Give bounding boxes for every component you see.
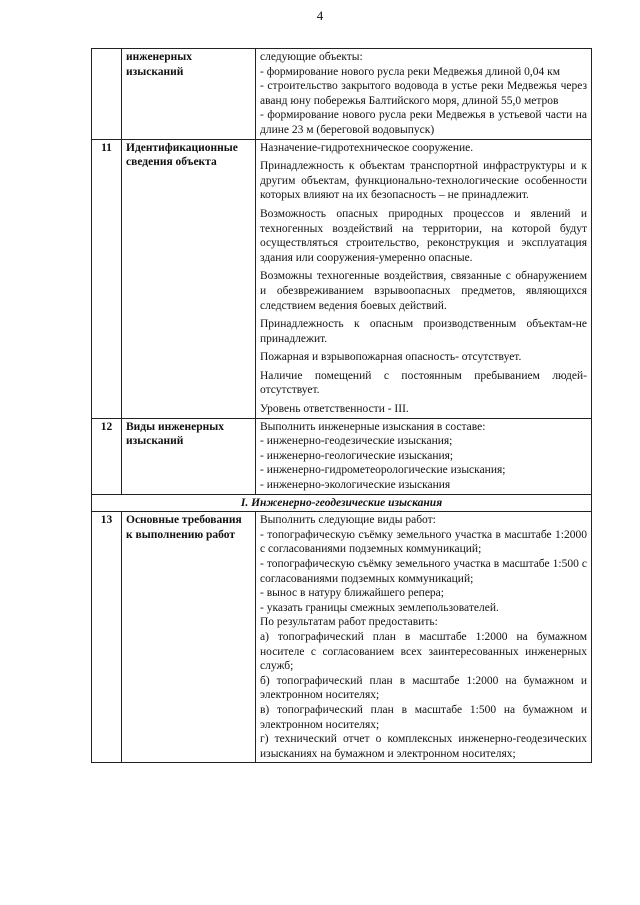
paragraph: Назначение-гидротехническое сооружение. — [260, 141, 474, 154]
paragraph: Возможны техногенные воздействия, связанные с обнаружением и обезвреживанием взрывоопасных предметов, являющихся следствием ведения боевых действий. — [260, 270, 587, 312]
section-title: I. Инженерно-геодезические изыскания — [92, 494, 592, 512]
paragraph: - формирование нового русла реки Медвежья в устьевой части на длине 23 м (береговой водовыпуск) — [260, 109, 587, 136]
paragraph: - топографическую съёмку земельного участка в масштабе 1:2000 с согласованиями подземных коммуникаций; — [260, 528, 587, 556]
paragraph: - топографическую съёмку земельного участка в масштабе 1:500 с согласованиями подземных коммуникаций; — [260, 558, 587, 585]
paragraph: - инженерно-экологические изыскания — [260, 479, 451, 492]
paragraph: - инженерно-геодезические изыскания; — [260, 435, 453, 448]
paragraph: - строительство закрытого водовода в устье реки Медвежья через аванд юну побережья Балтийского моря, длиной 55,0 метров — [260, 80, 587, 107]
paragraph: Наличие помещений с постоянным пребыванием людей-отсутствует. — [260, 369, 587, 397]
requirements-table — [91, 48, 592, 763]
paragraph: следующие объекты: — [260, 51, 363, 63]
row-name: Основные требования к выполнению работ — [122, 512, 256, 763]
paragraph: Пожарная и взрывопожарная опасность- отсутствует. — [260, 351, 522, 364]
paragraph: - указать границы смежных землепользователей. — [260, 601, 499, 614]
row-description — [256, 49, 592, 140]
paragraph: По результатам работ предоставить: — [260, 616, 438, 629]
row-description — [256, 512, 592, 763]
row-number: 11 — [92, 139, 122, 418]
paragraph: а) топографический план в масштабе 1:2000 на бумажном носителе с согласованием всех заинтересованных инженерных служб; — [260, 630, 587, 673]
paragraph: Выполнить следующие виды работ: — [260, 514, 436, 527]
paragraph: в) топографический план в масштабе 1:500 на бумажном и электронном носителях; — [260, 703, 587, 731]
row-name: Виды инженерных изысканий — [122, 418, 256, 494]
paragraph: - формирование нового русла реки Медвежья длиной 0,04 км — [260, 65, 561, 78]
paragraph: Возможность опасных природных процессов и явлений и техногенных воздействий на территории, на которой будут осуществляться строительство, реконструкция и эксплуатация здания или сооружения-умеренно опасные. — [260, 207, 587, 264]
paragraph: - инженерно-геологические изыскания; — [260, 449, 454, 462]
row-number — [92, 49, 122, 140]
row-number: 13 — [92, 512, 122, 763]
row-name: инженерных изысканий — [122, 49, 256, 140]
paragraph: б) топографический план в масштабе 1:2000 на бумажном и электронном носителях; — [260, 674, 587, 702]
table-row — [92, 418, 592, 494]
paragraph: Уровень ответственности - III. — [260, 403, 409, 416]
row-description — [256, 418, 592, 494]
table-row — [92, 512, 592, 763]
table-row — [92, 139, 592, 418]
paragraph: Принадлежность к объектам транспортной инфраструктуры и к другим объектам, функционально-технологические особенности которых влияют на их безопасность – не принадлежит. — [260, 160, 587, 202]
table-row — [92, 49, 592, 140]
paragraph: Принадлежность к опасным производственным объектам-не принадлежит. — [260, 318, 587, 345]
row-name: Идентификационные сведения объекта — [122, 139, 256, 418]
row-number: 12 — [92, 418, 122, 494]
paragraph: - инженерно-гидрометеорологические изыскания; — [260, 464, 506, 477]
page-number: 4 — [316, 8, 324, 23]
paragraph: - вынос в натуру ближайшего репера; — [260, 587, 444, 600]
paragraph: Выполнить инженерные изыскания в составе: — [260, 420, 486, 433]
paragraph: г) технический отчет о комплексных инженерно-геодезических изысканиях на бумажном и электронном носителях; — [260, 733, 587, 760]
row-description — [256, 139, 592, 418]
section-header-row — [92, 494, 592, 512]
